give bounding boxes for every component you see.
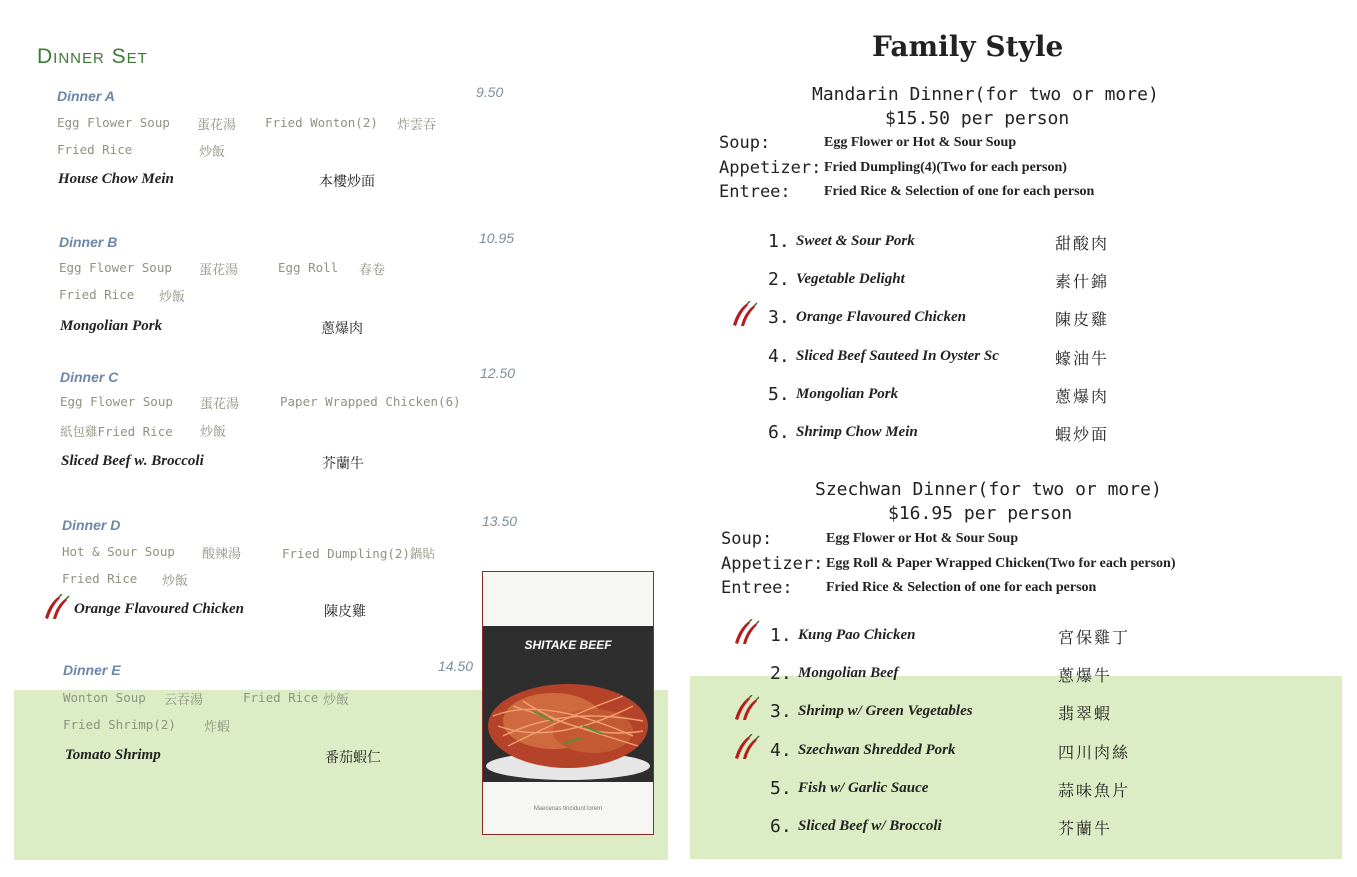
dish-name: Vegetable Delight [796, 271, 905, 288]
item-number: 1. [768, 231, 790, 252]
photo-caption: Maecenas tincidunt lorem [533, 806, 603, 812]
dish-photo [483, 626, 653, 782]
included-item-chinese: 炒飯 [162, 574, 189, 589]
dinner-name: Dinner E [63, 662, 121, 678]
included-item-chinese: 蛋花湯 [200, 397, 240, 412]
included-item: Paper Wrapped Chicken(6) [280, 394, 461, 409]
main-dish-chinese: 番茄蝦仁 [325, 750, 381, 766]
dinner-price: 14.50 [438, 658, 474, 674]
family-style-title: Family Style [872, 30, 1064, 63]
course-value: Fried Dumpling(4)(Two for each person) [824, 159, 1067, 175]
dish-name: Sliced Beef Sauteed In Oyster Sc [796, 347, 999, 364]
dish-name: Mongolian Beef [798, 665, 899, 682]
course-value: Egg Flower or Hot & Sour Soup [826, 531, 1019, 546]
main-dish: Mongolian Pork [60, 318, 163, 334]
included-item: Egg Flower Soup [60, 394, 173, 409]
dinner-price: 10.95 [479, 230, 515, 246]
included-item: Fried Shrimp(2) [63, 717, 176, 732]
dish-name-chinese: 翡翠蝦 [1058, 704, 1113, 724]
included-item-chinese: 蛋花湯 [199, 263, 239, 278]
item-number: 6. [768, 422, 790, 443]
item-number: 4. [768, 345, 790, 367]
dinner-price: 12.50 [480, 365, 516, 381]
dish-name-chinese: 甜酸肉 [1055, 234, 1110, 253]
included-item-chinese: 春卷 [359, 263, 386, 278]
dish-name: Kung Pao Chicken [798, 627, 916, 643]
section-price: $15.50 per person [885, 108, 1070, 129]
dish-name: Shrimp Chow Mein [796, 424, 918, 440]
included-item-chinese: 炒飯 [323, 693, 350, 708]
course-value: Egg Flower or Hot & Sour Soup [824, 135, 1017, 150]
dinner-name: Dinner B [59, 234, 118, 250]
item-number: 2. [768, 269, 790, 291]
included-item: Fried Wonton(2) [265, 115, 378, 130]
included-item-chinese: 炒飯 [200, 425, 227, 440]
shitake-beef-photo-card [482, 571, 654, 835]
item-number: 4. [770, 739, 792, 761]
noodle-dish-image [483, 626, 653, 782]
dish-name-chinese: 宮保雞丁 [1058, 628, 1131, 647]
included-item: Fried Dumpling(2)鍋貼 [282, 546, 435, 561]
dish-name: Sliced Beef w/ Broccoli [798, 818, 942, 834]
main-dish: Sliced Beef w. Broccoli [61, 453, 204, 469]
dish-name-chinese: 蔥爆肉 [1055, 386, 1110, 406]
included-item-chinese: 云吞湯 [164, 693, 204, 708]
course-label: Entree: [721, 578, 793, 598]
dish-name-chinese: 陳皮雞 [1055, 310, 1110, 330]
dinner-name: Dinner A [57, 88, 115, 104]
main-dish-chinese: 芥蘭牛 [322, 456, 364, 472]
section-heading: Szechwan Dinner(for two or more) [815, 479, 1162, 500]
included-item: Fried Rice [57, 142, 133, 157]
dish-name: Sweet & Sour Pork [796, 233, 915, 249]
dish-name: Fish w/ Garlic Sauce [798, 779, 929, 796]
item-number: 5. [770, 777, 792, 799]
course-label: Appetizer: [719, 157, 822, 178]
course-value: Egg Roll & Paper Wrapped Chicken(Two for each person) [826, 555, 1176, 571]
included-item-chinese: 酸辣湯 [202, 547, 242, 562]
spicy-pepper-icon [730, 301, 758, 332]
main-dish: House Chow Mein [58, 171, 174, 187]
dinner-price: 9.50 [476, 84, 504, 100]
included-item-chinese: 蛋花湯 [197, 118, 237, 133]
item-number: 1. [770, 625, 792, 646]
photo-title: SHITAKE BEEF [524, 638, 612, 652]
dinner-name: Dinner C [60, 369, 119, 385]
spicy-pepper-icon [732, 619, 760, 650]
main-dish-chinese: 陳皮雞 [324, 604, 366, 620]
dinner-price: 13.50 [482, 513, 518, 529]
dish-name-chinese: 蔥爆牛 [1058, 666, 1113, 686]
course-value: Fried Rice & Selection of one for each person [826, 580, 1097, 595]
included-item: Fried Rice [59, 287, 135, 302]
dish-name: Szechwan Shredded Pork [798, 741, 956, 758]
included-item: Fried Rice [62, 571, 138, 586]
included-item-chinese: 炒飯 [159, 290, 186, 305]
dinner-set-title: Dinner Set [37, 45, 148, 68]
included-item: Wonton Soup [63, 690, 146, 705]
item-number: 6. [770, 816, 792, 837]
included-item-chinese: 炸雲吞 [397, 118, 437, 133]
dish-name-chinese: 蒜味魚片 [1058, 780, 1131, 800]
course-label: Appetizer: [721, 553, 824, 574]
dish-name-chinese: 芥蘭牛 [1058, 819, 1113, 838]
dish-name: Mongolian Pork [796, 385, 899, 402]
included-item: 紙包雞Fried Rice [60, 424, 173, 439]
spicy-pepper-icon [732, 734, 760, 765]
dish-name: Shrimp w/ Green Vegetables [798, 703, 973, 720]
section-heading: Mandarin Dinner(for two or more) [812, 84, 1159, 105]
course-label: Soup: [719, 133, 771, 153]
item-number: 3. [768, 307, 790, 329]
main-dish: Orange Flavoured Chicken [74, 601, 245, 617]
item-number: 3. [770, 701, 792, 723]
dish-name-chinese: 蝦炒面 [1055, 425, 1110, 444]
included-item-chinese: 炒飯 [199, 145, 226, 160]
section-price: $16.95 per person [888, 503, 1073, 524]
included-item: Fried Rice [243, 690, 319, 705]
item-number: 2. [770, 663, 792, 685]
course-value: Fried Rice & Selection of one for each person [824, 184, 1095, 199]
dish-name-chinese: 素什錦 [1055, 272, 1110, 292]
included-item: Hot & Sour Soup [62, 544, 175, 559]
dish-name-chinese: 四川肉絲 [1058, 742, 1131, 762]
included-item: Egg Flower Soup [59, 260, 172, 275]
item-number: 5. [768, 383, 790, 405]
dinner-name: Dinner D [62, 517, 121, 533]
dish-name-chinese: 蠔油牛 [1055, 348, 1110, 368]
main-dish: Tomato Shrimp [65, 747, 161, 763]
dish-name: Orange Flavoured Chicken [796, 309, 967, 326]
course-label: Soup: [721, 529, 773, 549]
included-item: Egg Flower Soup [57, 115, 170, 130]
main-dish-chinese: 本樓炒面 [319, 174, 375, 190]
spicy-pepper-icon [42, 594, 70, 625]
main-dish-chinese: 蔥爆肉 [321, 321, 363, 337]
included-item: Egg Roll [278, 260, 339, 275]
course-label: Entree: [719, 182, 791, 202]
spicy-pepper-icon [732, 695, 760, 726]
included-item-chinese: 炸蝦 [204, 720, 231, 735]
